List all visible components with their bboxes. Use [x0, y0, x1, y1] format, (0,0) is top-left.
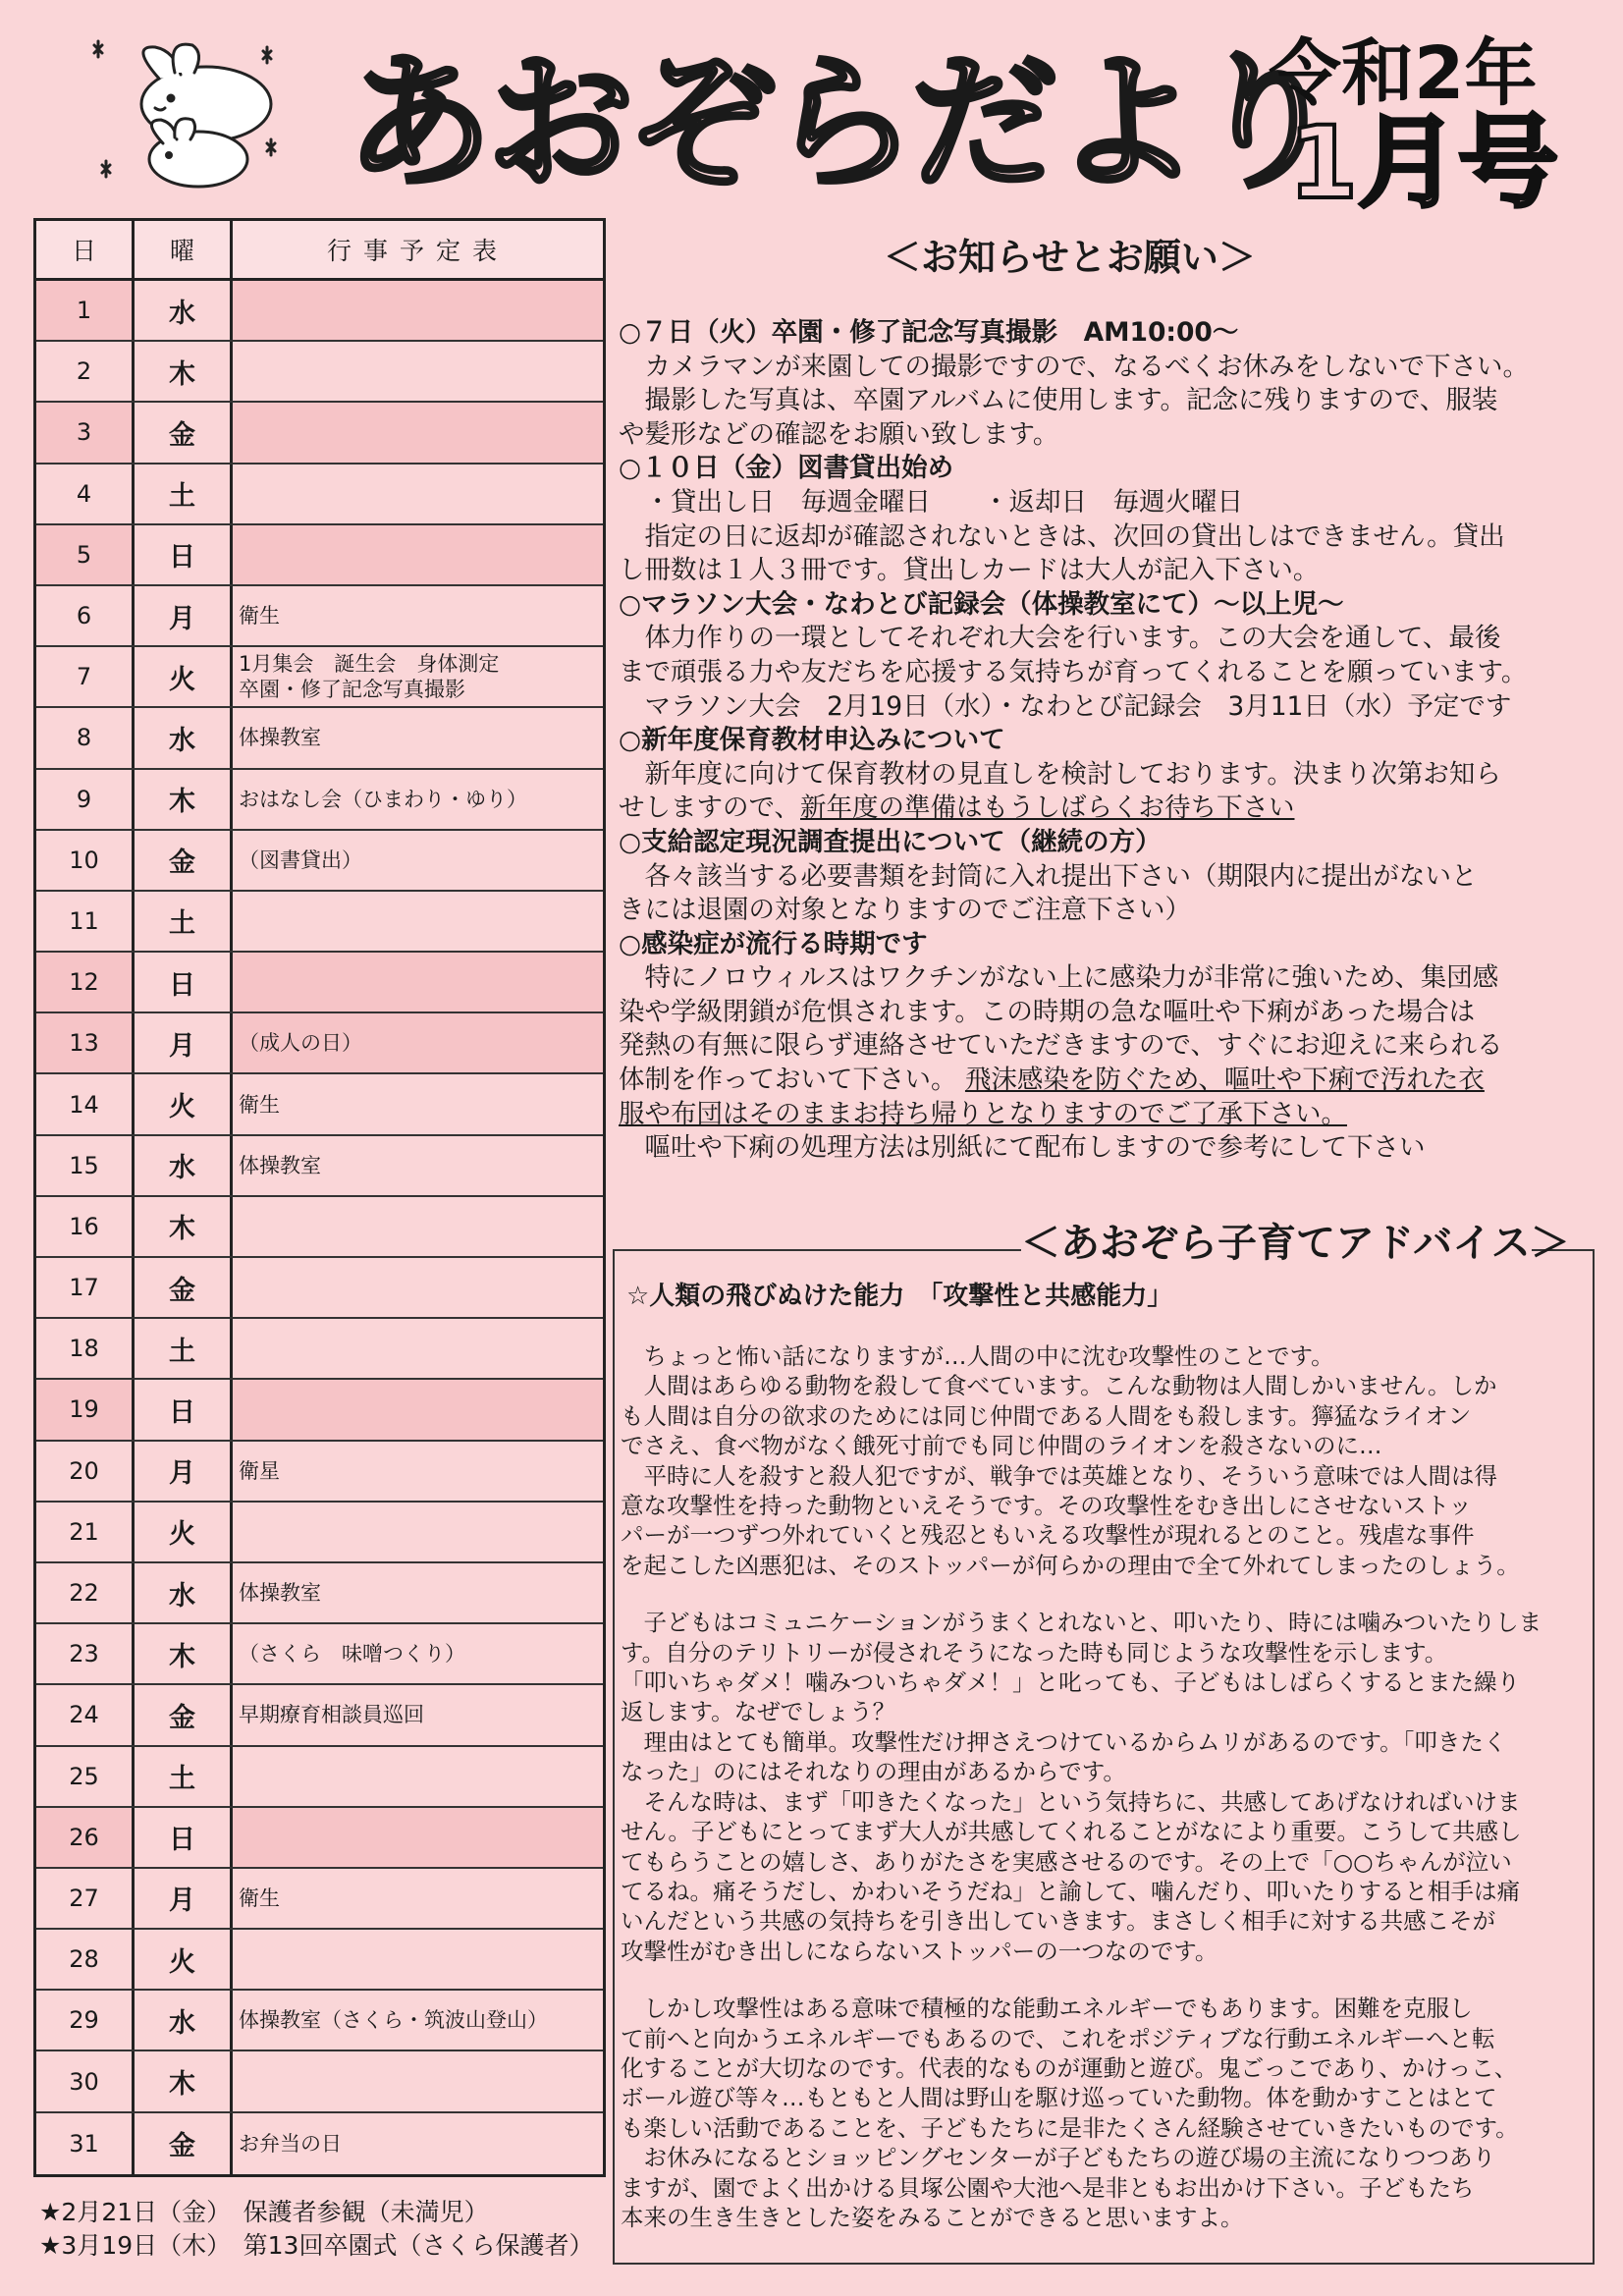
- schedule-weekday: 木: [135, 1624, 233, 1683]
- schedule-weekday: 金: [135, 403, 233, 462]
- advice-line: 理由はとても簡単。攻撃性だけ押さえつけているからムリがあるのです。「叩きたく: [621, 1727, 1507, 1756]
- paragraph-gap: [621, 1966, 1593, 1994]
- footnote-parents-visit: ★2月21日（金） 保護者参観（未満児）: [39, 2198, 489, 2226]
- schedule-day: 28: [36, 1930, 135, 1989]
- advice-line: せん。子どもにとってまず大人が共感してくれることがなにより重要。こうして共感し: [621, 1818, 1522, 1846]
- schedule-weekday: 金: [135, 1258, 233, 1317]
- notice-heading: ○支給認定現況調査提出について（継続の方）: [619, 826, 1162, 857]
- notice-line: きには退園の対象となりますのでご注意下さい）: [619, 895, 1191, 926]
- advice-line: しかし攻撃性はある意味で積極的な能動エネルギーでもあります。困難を克服し: [621, 1995, 1473, 2023]
- schedule-day: 21: [36, 1503, 135, 1561]
- schedule-row: [36, 465, 603, 525]
- schedule-row: [36, 1258, 603, 1319]
- schedule-day: 12: [36, 953, 135, 1011]
- schedule-row: [36, 342, 603, 403]
- schedule-row: [36, 1685, 603, 1746]
- schedule-row: [36, 831, 603, 892]
- schedule-weekday: 水: [135, 281, 233, 340]
- schedule-day: 3: [36, 403, 135, 462]
- notice-line: 特にノロウィルスはワクチンがない上に感染力が非常に強いため、集団感: [619, 962, 1499, 994]
- advice-line: 「叩いちゃダメ！噛みついちゃダメ！」と叱っても、子どもはしばらくするとまた繰り: [621, 1668, 1521, 1697]
- advice-line: なった」のにはそれなりの理由があるからです。: [621, 1758, 1126, 1786]
- schedule-weekday: 日: [135, 525, 233, 584]
- schedule-event: 衛生: [239, 1092, 280, 1117]
- schedule-event: 衛生: [239, 604, 280, 629]
- schedule-event: （成人の日）: [233, 1013, 603, 1072]
- schedule-day: 5: [36, 525, 135, 584]
- schedule-row: [36, 2113, 603, 2174]
- schedule-weekday: 水: [135, 1136, 233, 1195]
- schedule-day: 30: [36, 2051, 135, 2110]
- schedule-weekday: 日: [135, 953, 233, 1011]
- issue-year: 令和2年: [1269, 31, 1538, 116]
- schedule-row: [36, 1442, 603, 1503]
- schedule-row: [36, 1930, 603, 1991]
- schedule-event: [233, 1197, 603, 1256]
- advice-body: [621, 1341, 1593, 2232]
- schedule-event: [233, 1319, 603, 1378]
- header-events: 行事予定表: [326, 237, 509, 265]
- schedule-event: [233, 1258, 603, 1317]
- schedule-event: [233, 953, 603, 1011]
- notice-line: 新年度に向けて保育教材の見直しを検討しております。決まり次第お知ら: [619, 758, 1501, 790]
- notice-line: 各々該当する必要書類を封筒に入れ提出下さい（期限内に提出がないと: [619, 860, 1478, 892]
- schedule-event: [233, 1503, 603, 1561]
- advice-line: いんだという共感の気持ちを引き出していきます。まさしく相手に対する共感こそが: [621, 1907, 1496, 1936]
- advice-line: 意な攻撃性を持った動物といえそうです。その攻撃性をむき出しにさせないストッ: [621, 1492, 1472, 1520]
- notice-line: 指定の日に返却が確認されないときは、次回の貸出しはできません。貸出: [619, 520, 1505, 552]
- advice-line: す。自分のテリトリーが侵されそうになった時も同じような攻撃性を示します。: [621, 1638, 1448, 1667]
- schedule-row: [36, 953, 603, 1013]
- schedule-day: 24: [36, 1685, 135, 1744]
- schedule-day: 22: [36, 1563, 135, 1622]
- schedule-day: 7: [36, 647, 135, 706]
- schedule-weekday: 木: [135, 1197, 233, 1256]
- advice-line: 返します。なぜでしょう？: [621, 1698, 896, 1726]
- schedule-day: 27: [36, 1869, 135, 1928]
- notice-line: まで頑張る力や友だちを応援する気持ちが育ってくれることを願っています。: [619, 656, 1528, 687]
- schedule-day: 16: [36, 1197, 135, 1256]
- schedule-event: 早期療育相談員巡回: [239, 1703, 424, 1727]
- schedule-day: 19: [36, 1380, 135, 1439]
- schedule-day: 10: [36, 831, 135, 890]
- schedule-weekday: 火: [135, 1074, 233, 1133]
- schedule-day: 8: [36, 708, 135, 767]
- schedule-day: 17: [36, 1258, 135, 1317]
- schedule-day: 14: [36, 1074, 135, 1133]
- advice-heading: ☆人類の飛びぬけた能力 「攻撃性と共感能力」: [626, 1282, 1173, 1311]
- schedule-event: [233, 403, 603, 462]
- schedule-weekday: 日: [135, 1808, 233, 1867]
- schedule-rows: [36, 281, 603, 2174]
- schedule-weekday: 金: [135, 1685, 233, 1744]
- advice-line: てもらうことの嬉しさ、ありがたさを実感させるのです。その上で「○○ちゃんが泣い: [621, 1847, 1512, 1876]
- schedule-day: 31: [36, 2113, 135, 2174]
- schedule-weekday: 木: [135, 770, 233, 829]
- notice-line: せしますので、新年度の準備はもうしばらくお待ち下さい: [619, 793, 1295, 824]
- advice-line: て前へと向かうエネルギーでもあるので、これをポジティブな行動エネルギーへと転: [621, 2024, 1495, 2052]
- schedule-day: 2: [36, 342, 135, 401]
- footnote-graduation: ★3月19日（木） 第13回卒園式（さくら保護者）: [39, 2231, 594, 2260]
- schedule-day: 4: [36, 465, 135, 523]
- notice-line: 体制を作っておいて下さい。 飛沫感染を防ぐため、嘔吐や下痢で汚れた衣: [619, 1065, 1485, 1096]
- schedule-row: [36, 2051, 603, 2112]
- header-day: 日: [36, 221, 135, 278]
- schedule-event: （図書貸出）: [239, 847, 362, 872]
- schedule-table: [33, 218, 606, 2177]
- notices-section: [619, 316, 1600, 1166]
- schedule-row: [36, 281, 603, 342]
- schedule-day: 6: [36, 586, 135, 645]
- header-weekday: 曜: [135, 221, 233, 278]
- advice-line: 攻撃性がむき出しにならないストッパーの一つなのです。: [621, 1937, 1218, 1965]
- schedule-row: [36, 770, 603, 831]
- advice-title: ＜あおぞら子育てアドバイス＞: [1021, 1216, 1532, 1271]
- advice-line: 子どもはコミュニケーションがうまくとれないと、叩いたり、時には噛みついたりしま: [621, 1609, 1542, 1637]
- schedule-event: 体操教室（さくら・筑波山登山）: [239, 2008, 548, 2033]
- advice-line: ボール遊び等々…もともと人間は野山を駆け巡っていた動物。体を動かすことはとて: [621, 2084, 1497, 2112]
- schedule-weekday: 木: [135, 342, 233, 401]
- schedule-row: [36, 403, 603, 464]
- schedule-row: [36, 1319, 603, 1380]
- advice-line: お休みになるとショッピングセンターが子どもたちの遊び場の主流になりつつあり: [621, 2144, 1496, 2172]
- schedule-day: 15: [36, 1136, 135, 1195]
- schedule-row: [36, 1197, 603, 1258]
- schedule-weekday: 土: [135, 1747, 233, 1806]
- schedule-row: [36, 1074, 603, 1135]
- schedule-weekday: 月: [135, 1442, 233, 1501]
- schedule-day: 25: [36, 1747, 135, 1806]
- schedule-weekday: 水: [135, 708, 233, 767]
- notice-line: マラソン大会 2月19日（水）・なわとび記録会 3月11日（水）予定です: [619, 690, 1512, 722]
- schedule-weekday: 土: [135, 892, 233, 951]
- schedule-day: 29: [36, 1991, 135, 2050]
- schedule-row: [36, 586, 603, 647]
- notice-line: 撮影した写真は、卒園アルバムに使用します。記念に残りますので、服装: [619, 385, 1498, 416]
- advice-line: 人間はあらゆる動物を殺して食べています。こんな動物は人間しかいません。しか: [621, 1372, 1497, 1400]
- advice-line: パーが一つずつ外れていくと残忍ともいえる攻撃性が現れるとのこと。残虐な事件: [621, 1521, 1475, 1550]
- schedule-row: [36, 1013, 603, 1074]
- notice-heading: ○マラソン大会・なわとび記録会（体操教室にて）～以上児～: [619, 588, 1344, 620]
- schedule-row: [36, 708, 603, 769]
- schedule-event: [233, 1808, 603, 1867]
- schedule-event: [233, 2051, 603, 2110]
- advice-line: てるね。痛そうだし、かわいそうだね」と諭して、噛んだり、叩いたりすると相手は痛: [621, 1877, 1521, 1905]
- schedule-header-row: [36, 221, 603, 281]
- schedule-day: 20: [36, 1442, 135, 1501]
- advice-line: 本来の生き生きとした姿をみることができると思いますよ。: [621, 2203, 1244, 2231]
- schedule-weekday: 月: [135, 1013, 233, 1072]
- notice-line: ・貸出し日 毎週金曜日 ・返却日 毎週火曜日: [619, 486, 1243, 518]
- advice-line: を起こした凶悪犯は、そのストッパーが何らかの理由で全て外れてしまったのしょう。: [621, 1551, 1520, 1579]
- schedule-weekday: 水: [135, 1991, 233, 2050]
- schedule-event: [233, 1380, 603, 1439]
- notice-line: 発熱の有無に限らず連絡させていただきますので、すぐにお迎えに来られる: [619, 1030, 1503, 1062]
- schedule-event: [233, 1747, 603, 1806]
- schedule-event: 1月集会 誕生会 身体測定 卒園・修了記念写真撮影: [239, 652, 500, 702]
- schedule-row: [36, 1380, 603, 1441]
- advice-line: でさえ、食べ物がなく餓死寸前でも同じ仲間のライオンを殺さないのに…: [621, 1432, 1382, 1460]
- schedule-row: [36, 892, 603, 953]
- schedule-event: 衛生: [239, 1886, 280, 1910]
- schedule-weekday: 木: [135, 2051, 233, 2110]
- schedule-event: （さくら 味噌つくり）: [239, 1642, 465, 1667]
- advice-line: 平時に人を殺すと殺人犯ですが、戦争では英雄となり、そういう意味では人間は得: [621, 1461, 1497, 1490]
- schedule-event: お弁当の日: [239, 2131, 342, 2156]
- schedule-event: [233, 281, 603, 340]
- advice-line: そんな時は、まず「叩きたくなった」という気持ちに、共感してあげなければいけま: [621, 1787, 1521, 1816]
- schedule-row: [36, 1991, 603, 2051]
- schedule-day: 18: [36, 1319, 135, 1378]
- advice-line: ますが、園でよく出かける貝塚公園や大池へ是非ともお出かけ下さい。子どもたち: [621, 2173, 1475, 2202]
- advice-line: 化することが大切なのです。代表的なものが運動と遊び。鬼ごっこであり、かけっこ、: [621, 2053, 1518, 2082]
- schedule-row: [36, 1808, 603, 1869]
- notice-heading: ○感染症が流行る時期です: [619, 928, 928, 959]
- schedule-weekday: 水: [135, 1563, 233, 1622]
- schedule-event: [233, 465, 603, 523]
- newsletter-title: あおぞらだより: [346, 38, 1336, 209]
- schedule-day: 26: [36, 1808, 135, 1867]
- schedule-row: [36, 1136, 603, 1197]
- schedule-event: [233, 342, 603, 401]
- notice-line: し冊数は１人３冊です。貸出しカードは大人が記入下さい。: [619, 555, 1320, 586]
- paragraph-gap: [621, 1580, 1593, 1608]
- notice-heading: ○新年度保育教材申込みについて: [619, 725, 1005, 756]
- schedule-weekday: 金: [135, 2113, 233, 2174]
- schedule-weekday: 土: [135, 1319, 233, 1378]
- schedule-row: [36, 647, 603, 708]
- schedule-weekday: 火: [135, 647, 233, 706]
- schedule-event: [233, 892, 603, 951]
- schedule-row: [36, 1563, 603, 1624]
- notice-line: カメラマンが来園しての撮影ですので、なるべくお休みをしないで下さい。: [619, 351, 1529, 382]
- schedule-event: 体操教室: [239, 726, 321, 750]
- schedule-weekday: 月: [135, 1869, 233, 1928]
- advice-line: ちょっと怖い話になりますが…人間の中に沈む攻撃性のことです。: [621, 1342, 1334, 1370]
- notice-line: 体力作りの一環としてそれぞれ大会を行います。この大会を通して、最後: [619, 623, 1501, 654]
- schedule-day: 9: [36, 770, 135, 829]
- schedule-event: [233, 525, 603, 584]
- notice-heading: ○７日（火）卒園・修了記念写真撮影 AM10:00～: [619, 317, 1239, 348]
- schedule-event: 体操教室: [239, 1581, 321, 1606]
- schedule-weekday: 火: [135, 1930, 233, 1989]
- schedule-weekday: 火: [135, 1503, 233, 1561]
- schedule-weekday: 金: [135, 831, 233, 890]
- schedule-row: [36, 1869, 603, 1930]
- schedule-row: [36, 1747, 603, 1808]
- schedule-weekday: 月: [135, 586, 233, 645]
- advice-line: も人間は自分の欲求のためには同じ仲間である人間をも殺します。獰猛なライオン: [621, 1401, 1472, 1430]
- schedule-row: [36, 1503, 603, 1563]
- rabbit-illustration: [90, 37, 287, 196]
- schedule-day: 1: [36, 281, 135, 340]
- schedule-footnotes: [39, 2196, 609, 2263]
- notices-title: ＜お知らせとお願い＞: [884, 236, 1256, 279]
- notice-line: 服や布団はそのままお持ち帰りとなりますのでご了承下さい。: [619, 1098, 1347, 1129]
- issue-month: 1月号: [1288, 105, 1558, 222]
- schedule-weekday: 日: [135, 1380, 233, 1439]
- schedule-event: [233, 1930, 603, 1989]
- schedule-day: 23: [36, 1624, 135, 1683]
- schedule-weekday: 土: [135, 465, 233, 523]
- notice-line: 染や学級閉鎖が危惧されます。この時期の急な嘔吐や下痢があった場合は: [619, 996, 1476, 1027]
- schedule-day: 11: [36, 892, 135, 951]
- advice-line: も楽しい活動であることを、子どもたちに是非たくさん経験させていきたいものです。: [621, 2113, 1519, 2142]
- schedule-row: [36, 1624, 603, 1685]
- notice-line: や髪形などの確認をお願い致します。: [619, 418, 1059, 450]
- notice-line: 嘔吐や下痢の処理方法は別紙にて配布しますので参考にして下さい: [619, 1132, 1426, 1164]
- schedule-day: 13: [36, 1013, 135, 1072]
- notice-heading: ○１０日（金）図書貸出始め: [619, 453, 954, 484]
- schedule-event: おはなし会（ひまわり・ゆり）: [239, 787, 527, 811]
- schedule-event: 衛星: [239, 1458, 280, 1483]
- schedule-event: 体操教室: [239, 1153, 321, 1177]
- schedule-row: [36, 525, 603, 586]
